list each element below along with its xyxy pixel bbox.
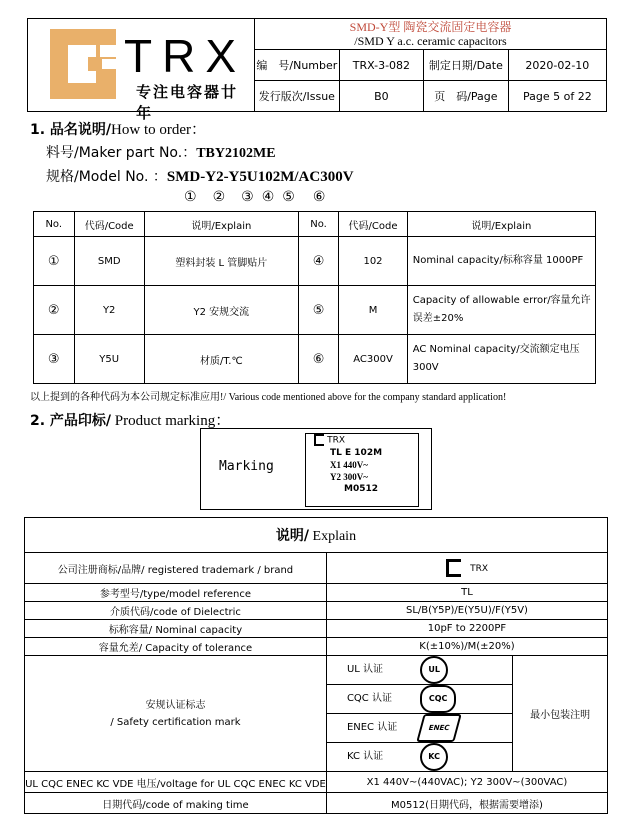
table-row: ③ Y5U 材质/T.℃ ⑥ AC300V AC Nominal capacity/交流额定电压 300V bbox=[34, 335, 596, 384]
number-label: 编 号/Number bbox=[255, 50, 340, 81]
package-note: 最小包装注明 bbox=[513, 656, 608, 772]
model-number: SMD-Y2-Y5U102M/AC300V bbox=[166, 169, 354, 185]
enec-mark-icon: ENEC bbox=[416, 714, 462, 742]
table-row: ENEC 认证 ENEC bbox=[25, 714, 608, 743]
trx-mini-icon bbox=[314, 434, 324, 446]
kc-mark-icon: KC bbox=[420, 743, 448, 771]
section1-title: 1. 品名说明/How to order： bbox=[30, 122, 207, 138]
code-note: 以上提到的各种代码为本公司规定标准应用!/ Various code mentioned above for the company standard application! bbox=[30, 392, 507, 403]
table-row: 安规认证标志 / Safety certification mark UL 认证 UL 最小包装注明 bbox=[25, 656, 608, 685]
table-row: 介质代码/code of Dielectric SL/B(Y5P)/E(Y5U)/F(Y5V) bbox=[25, 602, 608, 620]
code-explain-table bbox=[33, 211, 596, 384]
marking-sample: TRX TL E 102M X1 440V~ Y2 300V~ M0512 bbox=[305, 433, 419, 507]
cqc-mark-icon: CQC bbox=[420, 685, 456, 713]
date-value: 2020-02-10 bbox=[508, 50, 606, 81]
part-number-line: 料号/Maker part No.：TBY2102ME bbox=[46, 145, 276, 161]
date-label: 制定日期/Date bbox=[424, 50, 509, 81]
table-row: 容量允差/ Capacity of tolerance K(±10%)/M(±20%) bbox=[25, 638, 608, 656]
table-row: ① SMD 塑料封装 L 管脚贴片 ④ 102 Nominal capacity/标称容量 1000PF bbox=[34, 237, 596, 286]
marking-explain-table bbox=[24, 517, 608, 814]
issue-label: 发行版次/Issue bbox=[255, 81, 340, 112]
table-row: UL CQC ENEC KC VDE 电压/voltage for UL CQC ENEC KC VDE X1 440V~(440VAC); Y2 300V~(300VAC) bbox=[25, 772, 608, 793]
safety-cert-label: 安规认证标志 / Safety certification mark bbox=[25, 656, 327, 772]
issue-value: B0 bbox=[339, 81, 423, 112]
trx-brand-icon bbox=[446, 559, 461, 577]
page-label: 页 码/Page bbox=[424, 81, 509, 112]
page-value: Page 5 of 22 bbox=[508, 81, 606, 112]
header-info-table bbox=[254, 19, 606, 111]
model-number-line: 规格/Model No. ：SMD-Y2-Y5U102M/AC300V bbox=[46, 169, 354, 185]
code-position-markers: ① ② ③ ④ ⑤ ⑥ bbox=[184, 189, 328, 205]
table-row: KC 认证 KC bbox=[25, 743, 608, 772]
brand-slogan: 专注电容器廿年 bbox=[136, 83, 239, 122]
doc-title: SMD-Y型 陶瓷交流固定电容器 /SMD Y a.c. ceramic capacitors bbox=[255, 19, 607, 50]
table-row: 日期代码/code of making time M0512(日期代码，根据需要增添) bbox=[25, 793, 608, 814]
brand-text: TRX bbox=[124, 30, 246, 82]
marking-label: Marking bbox=[219, 459, 274, 474]
ul-mark-icon: UL bbox=[420, 656, 448, 684]
table-row: 参考型号/type/model reference TL bbox=[25, 584, 608, 602]
explain-title: 说明/ Explain bbox=[25, 518, 608, 553]
table-row: CQC 认证 CQC bbox=[25, 685, 608, 714]
table-header-row: No. 代码/Code 说明/Explain No. 代码/Code 说明/Explain bbox=[34, 212, 596, 237]
marking-box bbox=[200, 428, 432, 510]
part-number: TBY2102ME bbox=[196, 146, 276, 161]
section2-title: 2. 产品印标/ Product marking： bbox=[30, 413, 231, 429]
document-header bbox=[27, 18, 607, 122]
company-logo bbox=[28, 19, 254, 122]
table-row: 公司注册商标/品牌/ registered trademark / brand TRX bbox=[25, 553, 608, 584]
table-row: ② Y2 Y2 安规交流 ⑤ M Capacity of allowable error/容量允许误差±20% bbox=[34, 286, 596, 335]
number-value: TRX-3-082 bbox=[339, 50, 423, 81]
table-row: 标称容量/ Nominal capacity 10pF to 2200PF bbox=[25, 620, 608, 638]
